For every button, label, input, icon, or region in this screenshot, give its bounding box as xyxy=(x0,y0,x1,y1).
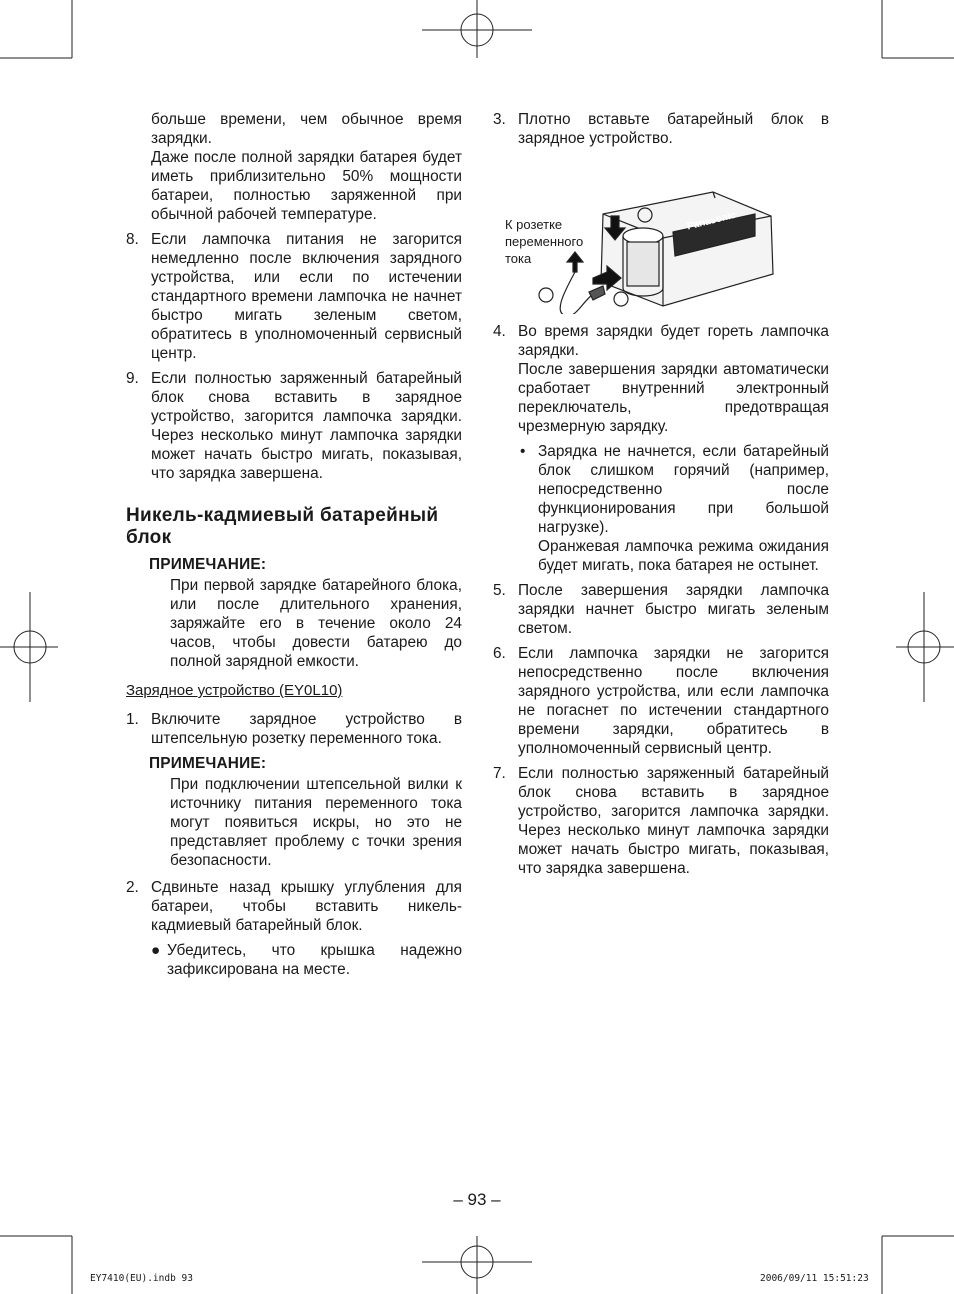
caption-line: тока xyxy=(505,251,532,266)
note-text: При первой зарядке батарейного блока, или после длительного хранения, заряжайте его в течение около 24 часов, чтобы довести батарею до полной зарядной емкости. xyxy=(170,577,462,670)
list-item xyxy=(493,764,829,878)
item-number: 2. xyxy=(126,879,139,896)
bullet-item xyxy=(493,442,829,575)
bullet-text: Убедитесь, что крышка надежно зафиксирована на месте. xyxy=(167,942,462,978)
item-number: 4. xyxy=(493,323,506,340)
left-column xyxy=(126,110,462,985)
item-text: Если полностью заряженный батарейный блок снова вставить в зарядное устройство, загорится лампочка зарядки. Через несколько минут лампочка зарядки может начать быстро мигать, показывая, что зарядка завершена. xyxy=(151,370,462,482)
callout-2 xyxy=(615,290,627,309)
footer-datetime: 2006/09/11 15:51:23 xyxy=(760,1273,869,1284)
brand-logo: Panasonic xyxy=(685,209,738,233)
item-number: 1. xyxy=(126,711,139,728)
list-item xyxy=(126,878,462,935)
item-number: 5. xyxy=(493,582,506,599)
list-item xyxy=(126,230,462,363)
item-text: После завершения зарядки лампочка зарядки начнет быстро мигать зеленым светом. xyxy=(518,582,829,637)
callout-3 xyxy=(639,206,651,225)
item-number: 7. xyxy=(493,765,506,782)
item-text: Если лампочка питания не загорится немедленно после включения зарядного устройства, или если по истечении стандартного времени лампочка не начнет быстро мигать зеленым светом, обратитесь в уполномоченный сервисный центр. xyxy=(151,231,462,362)
bullet-text: Зарядка не начнется, если батарейный блок слишком горячий (например, непосредственно после функционирования при большой нагрузке). xyxy=(538,443,829,536)
note-heading: ПРИМЕЧАНИЕ: xyxy=(149,556,267,573)
note-text: При подключении штепсельной вилки к источнику питания переменного тока могут появиться искры, но это не представляет проблему с точки зрения безопасности. xyxy=(170,776,462,869)
section-heading: Никель-кадмиевый батарейный блок xyxy=(126,505,439,548)
item-number: 9. xyxy=(126,370,139,387)
item-number: 3. xyxy=(493,111,506,128)
right-column xyxy=(493,110,829,884)
item-text: Если лампочка зарядки не загорится непосредственно после включения зарядного устройства, или если лампочка не погаснет по истечении стандартного времени зарядки, обратитесь в уполномоченный сервисный центр. xyxy=(518,645,829,757)
footer-filename: EY7410(EU).indb 93 xyxy=(90,1273,193,1284)
page-number: – 93 – xyxy=(453,1190,501,1209)
list-item xyxy=(493,581,829,638)
item-number: 6. xyxy=(493,645,506,662)
caption-line: К розетке xyxy=(505,217,563,232)
callout-1 xyxy=(540,286,552,305)
list-item xyxy=(493,644,829,758)
item-text: Сдвиньте назад крышку углубления для батареи, чтобы вставить никель-кадмиевый батарейный блок. xyxy=(151,879,462,934)
note-heading: ПРИМЕЧАНИЕ: xyxy=(149,755,267,772)
list-item xyxy=(126,369,462,483)
list-item xyxy=(493,110,829,148)
bullet-dot-icon: ● xyxy=(151,942,161,959)
subsection-heading: Зарядное устройство (EY0L10) xyxy=(126,682,343,699)
item-text: Плотно вставьте батарейный блок в зарядное устройство. xyxy=(518,111,829,147)
list-item xyxy=(126,710,462,748)
item-text: После завершения зарядки автоматически сработает внутренний электронный переключатель, предотвращая чрезмерную зарядку. xyxy=(518,361,829,435)
bullet-text: Оранжевая лампочка режима ожидания будет мигать, пока батарея не остынет. xyxy=(538,538,829,574)
bullet-dot-icon: • xyxy=(520,443,526,460)
continued-text: Даже после полной зарядки батарея будет иметь приблизительно 50% мощности батареи, полностью заряженной при обычной рабочей температуре. xyxy=(151,149,462,223)
caption-line: переменного xyxy=(505,234,584,249)
list-item xyxy=(493,322,829,436)
item-number: 8. xyxy=(126,231,139,248)
charger-illustration xyxy=(493,154,829,314)
bullet-item xyxy=(126,941,462,979)
item-text: Во время зарядки будет гореть лампочка зарядки. xyxy=(518,323,829,359)
continued-text: больше времени, чем обычное время зарядки. xyxy=(151,111,462,147)
item-text: Если полностью заряженный батарейный блок снова вставить в зарядное устройство, загорится лампочка зарядки. Через несколько минут лампочка зарядки может начать быстро мигать, показывая, что зарядка завершена. xyxy=(518,765,829,877)
item-text: Включите зарядное устройство в штепсельную розетку переменного тока. xyxy=(151,711,462,747)
